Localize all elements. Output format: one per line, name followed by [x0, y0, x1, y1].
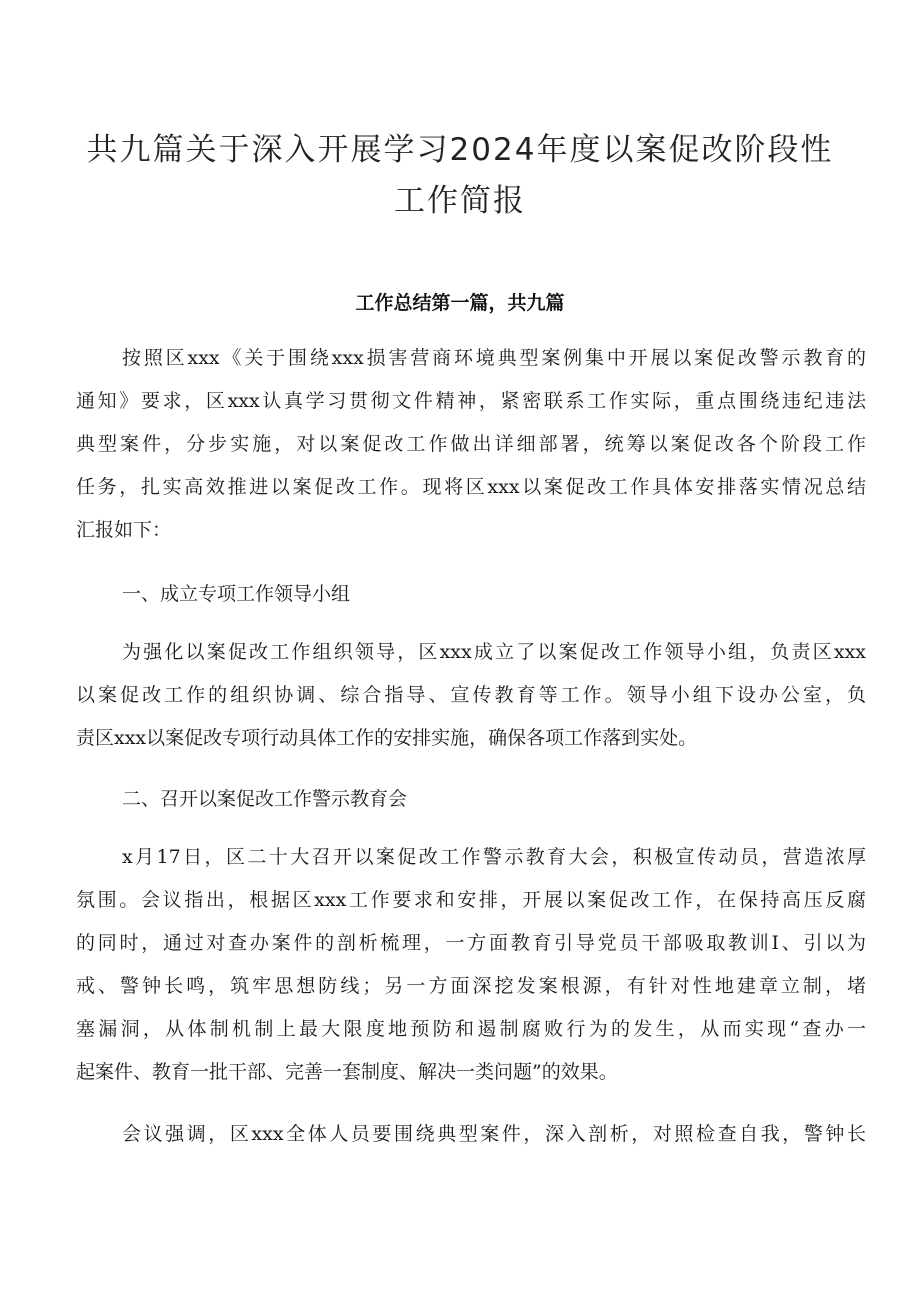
- paragraph-3-line: 塞漏洞，从体制机制上最大限度地预防和遏制腐败行为的发生，从而实现“查办一: [76, 1018, 866, 1040]
- paragraph-1-line: 典型案件，分步实施，对以案促改工作做出详细部署，统筹以案促改各个阶段工作: [76, 433, 866, 455]
- document-title-line-1: 共九篇关于深入开展学习2024年度以案促改阶段性: [86, 132, 834, 168]
- paragraph-3-line: 戒、警钟长鸣，筑牢思想防线；另一方面深挖发案根源，有针对性地建章立制，堵: [76, 975, 866, 997]
- paragraph-4-line: 会议强调，区xxx全体人员要围绕典型案件，深入剖析，对照检查自我，警钟长: [122, 1123, 866, 1145]
- paragraph-1-line: 通知》要求，区xxx认真学习贯彻文件精神，紧密联系工作实际，重点围绕违纪违法: [76, 390, 866, 412]
- paragraph-3-line: 氛围。会议指出，根据区xxx工作要求和安排，开展以案促改工作，在保持高压反腐: [76, 889, 866, 911]
- document-subtitle: 工作总结第一篇，共九篇: [355, 292, 565, 314]
- paragraph-1-line: 任务，扎实高效推进以案促改工作。现将区xxx以案促改工作具体安排落实情况总结: [76, 476, 866, 498]
- paragraph-3-line: x月17日，区二十大召开以案促改工作警示教育大会，积极宣传动员，营造浓厚: [122, 846, 866, 868]
- paragraph-3-line: 起案件、教育一批干部、完善一套制度、解决一类问题”的效果。: [76, 1061, 618, 1083]
- document-title-line-2: 工作简报: [394, 183, 526, 219]
- paragraph-3-line: 的同时，通过对查办案件的剖析梳理，一方面教育引导党员干部吸取教训I、引以为: [76, 932, 866, 954]
- paragraph-2-line: 责区xxx以案促改专项行动具体工作的安排实施，确保各项工作落到实处。: [76, 727, 698, 749]
- section-heading-1: 一、成立专项工作领导小组: [122, 583, 351, 605]
- paragraph-1-line: 汇报如下：: [76, 519, 172, 541]
- paragraph-2-line: 为强化以案促改工作组织领导，区xxx成立了以案促改工作领导小组，负责区xxx: [122, 641, 866, 663]
- paragraph-1-line: 按照区xxx《关于围绕xxx损害营商环境典型案例集中开展以案促改警示教育的: [122, 347, 866, 369]
- section-heading-2: 二、召开以案促改工作警示教育会: [122, 788, 408, 810]
- paragraph-2-line: 以案促改工作的组织协调、综合指导、宣传教育等工作。领导小组下设办公室，负: [76, 684, 866, 706]
